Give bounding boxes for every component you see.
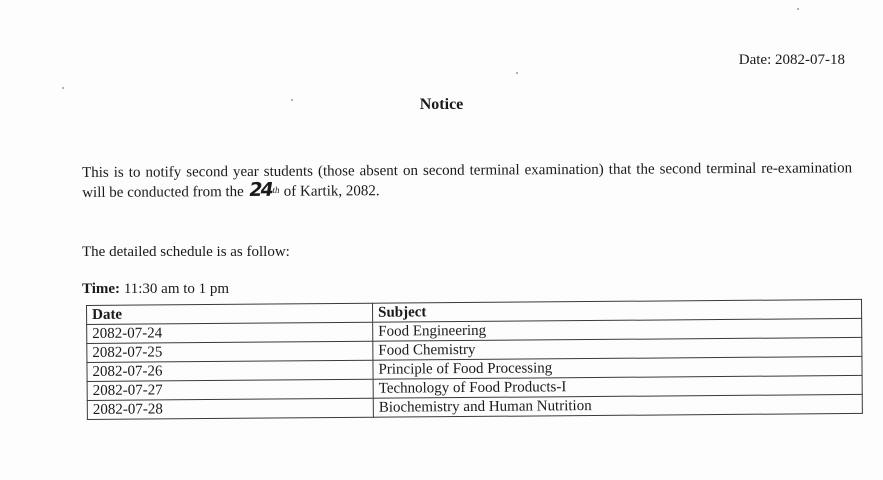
notice-title: Notice (419, 96, 464, 113)
row-subject: Technology of Food Products-I (373, 375, 862, 398)
scan-speck (62, 87, 64, 89)
date-value: 2082-07-18 (775, 52, 845, 68)
handwritten-day-number: 24 (247, 178, 274, 201)
notice-body (82, 158, 852, 203)
scan-speck (797, 8, 799, 10)
schedule-table (86, 299, 863, 420)
row-date: 2082-07-27 (87, 379, 373, 400)
date-label: Date: (738, 52, 772, 68)
row-subject: Food Engineering (373, 318, 862, 341)
body-text-after: of Kartik, 2082. (279, 183, 380, 200)
notice-date (739, 52, 845, 69)
scan-speck (516, 72, 518, 74)
header-date: Date (87, 303, 373, 324)
row-subject: Food Chemistry (373, 337, 862, 360)
handwritten-day (247, 178, 281, 201)
header-subject: Subject (372, 299, 861, 322)
schedule-intro: The detailed schedule is as follow: (82, 244, 290, 260)
row-date: 2082-07-25 (87, 341, 373, 362)
body-text-before: This is to notify second year students (those absent on second terminal examination) that the second terminal re-examination will be conducted from the (82, 160, 853, 201)
row-date: 2082-07-24 (87, 322, 373, 343)
row-date: 2082-07-26 (87, 360, 373, 381)
time-value: 11:30 am to 1 pm (123, 281, 230, 297)
row-date: 2082-07-28 (87, 398, 373, 419)
row-subject: Biochemistry and Human Nutrition (373, 394, 862, 417)
time-label: Time: (82, 281, 121, 297)
exam-time (82, 281, 229, 298)
ordinal-suffix: th (272, 184, 281, 195)
row-subject: Principle of Food Processing (373, 356, 862, 379)
